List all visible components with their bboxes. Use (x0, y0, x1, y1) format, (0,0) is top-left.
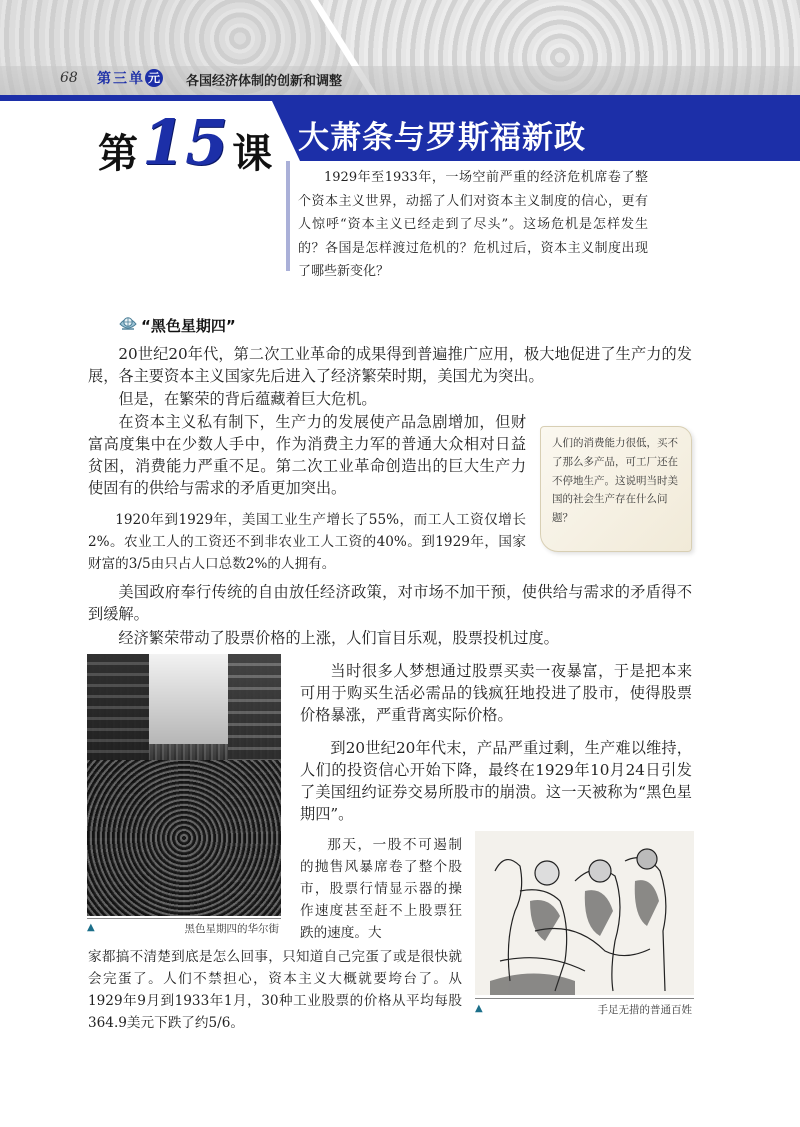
unit-label (94, 68, 166, 88)
unit-circle-badge: 元 (145, 69, 163, 87)
wall-street-caption (87, 921, 281, 937)
unit-name: 各国经济体制的创新和调整 (186, 74, 343, 89)
wall-street-caption-text: 黑色星期四的华尔街 (184, 923, 279, 935)
paragraph-9a: 那天，一股不可遏制的抛售风暴席卷了整个股市，股票行情显示器的操作速度甚至赶不上股票狂跌的速度。大 (300, 837, 462, 941)
lesson-suffix: 课 (232, 130, 273, 177)
caption-marker-icon: ▲ (87, 922, 95, 933)
globe-emblem-icon (118, 314, 138, 336)
caption-marker-icon-2: ▲ (475, 1003, 483, 1014)
unit-number: 三 (113, 71, 127, 87)
ordinary-people-illustration (475, 831, 694, 995)
discussion-note-text: 人们的消费能力很低，买不了那么多产品，可工厂还在不停地生产。这说明当时美国的社会生产存在什么问题？ (552, 437, 678, 525)
unit-suffix: 单 (129, 71, 143, 87)
ordinary-people-caption (475, 1002, 694, 1018)
wall-street-photo-sky (149, 654, 228, 744)
paragraph-4: 1920年到1929年，美国工业生产增长了55%，而工人工资仅增长2%。农业工人的工资还不到非农业工人工资的40%。到1929年，国家财富的3/5由只占人口总数2%的人拥有。 (88, 512, 526, 572)
paragraph-2: 但是，在繁荣的背后蕴藏着巨大危机。 (118, 390, 377, 408)
lesson-title: 大萧条与罗斯福新政 (298, 120, 586, 156)
paragraph-9b: 家都搞不清楚到底是怎么回事，只知道自己完蛋了或是很快就会完蛋了。人们不禁担心，资本主义大概就要垮台了。从1929年9月到1933年1月，30种工业股票的价格从平均每股364.9美元下跌了约5/6。 (88, 949, 462, 1031)
paragraph-5: 美国政府奉行传统的自由放任经济政策，对市场不加干预，使供给与需求的矛盾得不到缓解。 (88, 583, 692, 623)
paragraph-3: 在资本主义私有制下，生产力的发展使产品急剧增加，但财富高度集中在少数人手中，作为消费主力军的普通大众相对日益贫困，消费能力严重不足。第二次工业革命创造出的巨大生产力使固有的供给与需求的矛盾更加突出。 (88, 413, 526, 497)
unit-prefix: 第 (97, 71, 111, 87)
caption-rule-left (87, 918, 281, 919)
lesson-prefix: 第 (98, 130, 138, 177)
section-heading: “黑色星期四” (141, 317, 236, 335)
paragraph-6: 经济繁荣带动了股票价格的上涨，人们盲目乐观，股票投机过度。 (118, 629, 559, 647)
lesson-number-label (98, 104, 273, 179)
paragraph-7: 当时很多人梦想通过股票买卖一夜暴富，于是把本来可用于购买生活必需品的钱疯狂地投进了股市，使得股票价格暴涨，严重背离实际价格。 (300, 662, 692, 724)
caption-rule-right (475, 998, 694, 999)
intro-side-bar (286, 161, 290, 271)
wall-street-photo-crowd (87, 760, 281, 916)
paragraph-8: 到20世纪20年代末，产品严重过剩，生产难以维持，人们的投资信心开始下降，最终在1929年10月24日引发了美国纽约证券交易所股市的崩溃。这一天被称为“黑色星期四”。 (300, 739, 692, 823)
header-blue-rule (0, 95, 800, 101)
lesson-number: 15 (142, 106, 229, 179)
lesson-intro: 1929年至1933年，一场空前严重的经济危机席卷了整个资本主义世界，动摇了人们对资本主义制度的信心，更有人惊呼“资本主义已经走到了尽头”。这场危机是怎样发生的？各国是怎样渡过危机的？危机过后，资本主义制度出现了哪些新变化？ (298, 170, 648, 280)
paragraph-1: 20世纪20年代，第二次工业革命的成果得到普遍推广应用，极大地促进了生产力的发展，各主要资本主义国家先后进入了经济繁荣时期，美国尤为突出。 (88, 345, 692, 385)
ordinary-people-caption-text: 手足无措的普通百姓 (597, 1004, 692, 1016)
page-number: 68 (60, 70, 78, 86)
